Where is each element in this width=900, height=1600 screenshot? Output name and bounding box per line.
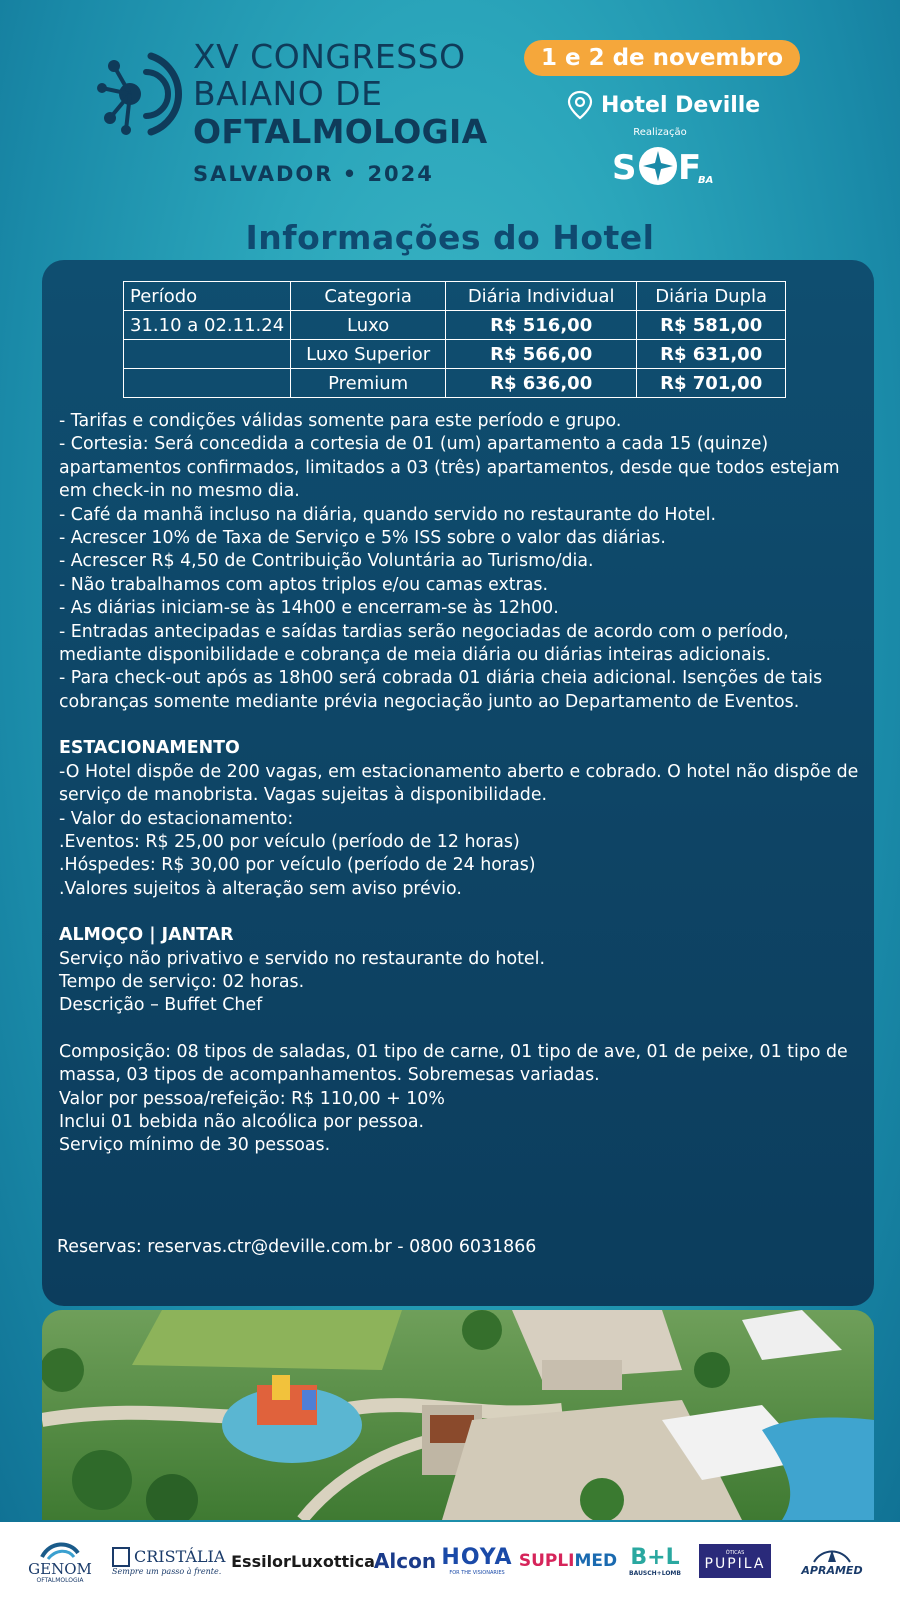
sponsor-suplimed [520, 1522, 616, 1600]
cristalia-name: CRISTÁLIA [134, 1547, 226, 1566]
sponsor-genom [20, 1522, 100, 1600]
hoya-name: HOYA [441, 1545, 513, 1570]
title-line-1: XV CONGRESSO [193, 37, 466, 76]
pupila-sub: ÓTICAS [725, 1550, 745, 1556]
column-header: Período [124, 282, 291, 311]
cristalia-mark-icon [112, 1547, 130, 1567]
column-header: Diária Individual [446, 282, 637, 311]
title-line-2: BAIANO DE [193, 74, 383, 113]
bl-mark: B+L [630, 1544, 680, 1570]
hoya-slogan: FOR THE VISIONARIES [449, 1570, 505, 1576]
condition-item: - Acrescer R$ 4,50 de Contribuição Voluntária ao Turismo/dia. [59, 551, 594, 572]
table-cell: Premium [291, 369, 446, 398]
condition-item: - Tarifas e condições válidas somente para este período e grupo. [59, 411, 622, 431]
reservation-contact: Reservas: reservas.ctr@deville.com.br - 0800 6031866 [57, 1237, 537, 1257]
condition-item: - Acrescer 10% de Taxa de Serviço e 5% ISS sobre o valor das diárias. [59, 528, 666, 549]
table-cell: R$ 566,00 [446, 340, 637, 369]
table-cell: Luxo Superior [291, 340, 446, 369]
table-row [124, 311, 786, 340]
city-year: SALVADOR • 2024 [193, 162, 434, 186]
congress-logo-icon [96, 44, 186, 144]
column-header: Diária Dupla [637, 282, 786, 311]
sponsor-bausch-lomb [620, 1522, 690, 1600]
sponsor-alcon: Alcon [373, 1549, 437, 1573]
venue [567, 90, 760, 120]
venue-name: Hotel Deville [601, 92, 761, 118]
meals-line: Descrição – Buffet Chef [59, 995, 263, 1016]
sponsor-hoya [440, 1522, 514, 1600]
table-cell: R$ 631,00 [637, 340, 786, 369]
meals-line: Serviço não privativo e servido no restaurante do hotel. [59, 948, 545, 969]
table-cell: R$ 581,00 [637, 311, 786, 340]
condition-item: - Cortesia: Será concedida a cortesia de 01 (um) apartamento a cada 15 (quinze) apartamentos confirmados, limitados a 03 (três) apartamentos, desde que todos estejam em check-in no mesmo dia. [59, 434, 840, 502]
table-header-row [124, 282, 786, 311]
parking-line: - Valor do estacionamento: [59, 808, 294, 829]
condition-item: - Café da manhã incluso na diária, quando servido no restaurante do Hotel. [59, 504, 717, 525]
meals-detail: Inclui 01 bebida não alcoólica por pessoa. [59, 1111, 425, 1132]
hotel-aerial-photo [42, 1310, 874, 1520]
meals-detail: Valor por pessoa/refeição: R$ 110,00 + 10% [59, 1088, 445, 1109]
page-title: Informações do Hotel [245, 218, 655, 257]
meals-detail: Serviço mínimo de 30 pessoas. [59, 1135, 331, 1156]
apramed-name: APRAMED [801, 1563, 863, 1577]
parking-line: -O Hotel dispõe de 200 vagas, em estacionamento aberto e cobrado. O hotel não dispõe de serviço de manobrista. Vagas sujeitas à disponibilidade. [59, 761, 859, 806]
sponsor-cristalia [112, 1522, 230, 1600]
svg-text:BA: BA [698, 175, 714, 186]
sponsors-bar [0, 1522, 900, 1600]
sponsor-apramed [780, 1522, 884, 1600]
event-date-badge: 1 e 2 de novembro [524, 40, 800, 76]
condition-item: - Não trabalhamos com aptos triplos e/ou camas extras. [59, 574, 549, 595]
condition-item: - Para check-out após as 18h00 será cobrada 01 diária cheia adicional. Isenções de tais cobranças somente mediante prévia negociação junto ao Departamento de Eventos. [59, 668, 823, 712]
suplimed-part-a: SUPLI [518, 1551, 575, 1571]
condition-item: - Entradas antecipadas e saídas tardias serão negociadas de acordo com o período, mediante disponibilidade e cobrança de meia diária ou diárias inteiras adicionais. [59, 621, 789, 666]
column-header: Categoria [291, 282, 446, 311]
genom-name: GENOM [28, 1559, 92, 1578]
apramed-arc-icon [812, 1546, 852, 1564]
table-row [124, 369, 786, 398]
meals-line: Tempo de serviço: 02 horas. [59, 971, 305, 992]
svg-text:S: S [612, 148, 637, 188]
parking-line: .Hóspedes: R$ 30,00 por veículo (período de 24 horas) [59, 855, 536, 876]
table-cell [124, 369, 291, 398]
conditions-text [59, 410, 865, 1158]
condition-item: - As diárias iniciam-se às 14h00 e encerram-se às 12h00. [59, 598, 559, 619]
meals-detail: Composição: 08 tipos de saladas, 01 tipo de carne, 01 tipo de ave, 01 de peixe, 01 tipo de massa, 03 tipos de acompanhamentos. Sobremesas variadas. [59, 1041, 848, 1086]
sponsor-pupila [698, 1522, 772, 1600]
genom-sub: OFTALMOLOGIA [36, 1576, 84, 1584]
table-cell: Luxo [291, 311, 446, 340]
svg-text:F: F [678, 148, 702, 188]
parking-heading: ESTACIONAMENTO [59, 738, 240, 759]
bl-name: BAUSCH+LOMB [629, 1569, 681, 1577]
table-cell: R$ 701,00 [637, 369, 786, 398]
parking-line: .Eventos: R$ 25,00 por veículo (período de 12 horas) [59, 831, 520, 852]
table-cell [124, 340, 291, 369]
hotel-info-panel [42, 260, 874, 1306]
suplimed-part-b: MED [574, 1551, 618, 1571]
location-pin-icon [567, 90, 593, 120]
table-row [124, 340, 786, 369]
organizer-label: Realização [633, 127, 687, 138]
table-cell: R$ 516,00 [446, 311, 637, 340]
congress-title [193, 38, 487, 186]
meals-heading: ALMOÇO | JANTAR [59, 925, 234, 946]
table-cell: R$ 636,00 [446, 369, 637, 398]
table-cell: 31.10 a 02.11.24 [124, 311, 291, 340]
title-line-3: OFTALMOLOGIA [193, 112, 488, 151]
genom-wave-icon [40, 1539, 80, 1561]
hotel-aerial-illustration [42, 1310, 874, 1520]
pupila-name: PUPILA [704, 1556, 766, 1572]
parking-line: .Valores sujeitos à alteração sem aviso prévio. [59, 878, 462, 899]
sof-ba-logo [610, 143, 720, 189]
rates-table [123, 281, 786, 398]
sponsor-essilor: EssilorLuxottica [231, 1551, 375, 1571]
cristalia-slogan: Sempre um passo à frente. [112, 1566, 222, 1576]
